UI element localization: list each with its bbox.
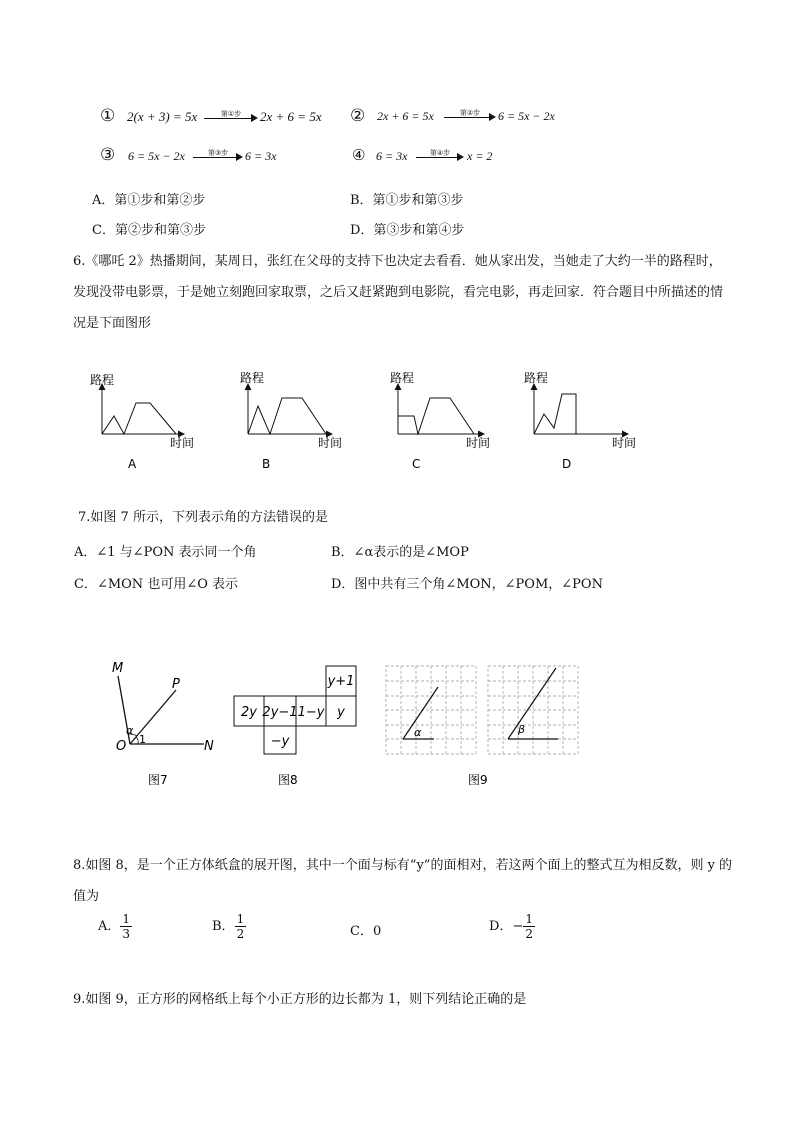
equation-lhs: 6 = 5x − 2x bbox=[128, 149, 185, 163]
q7-option-c: C．∠MON 也可用∠O 表示 bbox=[74, 577, 238, 592]
q8-option-d bbox=[489, 912, 535, 941]
graph-b bbox=[240, 371, 342, 471]
equation-rhs: 6 = 3x bbox=[245, 149, 277, 163]
label-n: N bbox=[204, 739, 214, 754]
x-axis-label: 时间 bbox=[170, 436, 195, 450]
equation-lhs: 2x + 6 = 5x bbox=[377, 109, 434, 123]
numerator: 1 bbox=[525, 912, 533, 926]
step-label: 第③步 bbox=[207, 149, 229, 157]
q7-option-a: A．∠1 与∠PON 表示同一个角 bbox=[74, 545, 257, 560]
graph-label: D bbox=[562, 457, 572, 471]
fraction bbox=[235, 912, 247, 941]
y-axis-label: 路程 bbox=[524, 371, 549, 385]
item-number: ① bbox=[100, 106, 116, 126]
q8-option-c bbox=[350, 920, 381, 939]
figure-7-caption: 图7 bbox=[148, 773, 168, 787]
label-alpha: α bbox=[414, 726, 422, 739]
label-beta: β bbox=[518, 723, 526, 736]
x-axis-label: 时间 bbox=[318, 436, 343, 450]
option-label: A． bbox=[98, 919, 121, 934]
figures-row bbox=[100, 650, 600, 795]
label-p: P bbox=[172, 677, 180, 692]
equation-lhs: 6 = 3x bbox=[376, 149, 408, 163]
numerator: 1 bbox=[122, 912, 131, 926]
y-axis-label: 路程 bbox=[90, 373, 115, 387]
item-number: ④ bbox=[352, 146, 366, 164]
graph-label: B bbox=[262, 457, 271, 471]
face-1: 2y bbox=[241, 705, 257, 720]
label-m: M bbox=[112, 661, 124, 676]
denominator: 3 bbox=[122, 927, 131, 941]
graph-label: A bbox=[128, 457, 137, 471]
option-label: C．0 bbox=[350, 924, 382, 939]
option-label: D． bbox=[489, 919, 513, 934]
q5-option-d: D．第③步和第④步 bbox=[350, 223, 465, 238]
face-top: y+1 bbox=[327, 674, 355, 689]
denominator: 2 bbox=[236, 927, 245, 941]
graph-d bbox=[524, 371, 636, 471]
face-3: 1−y bbox=[297, 705, 325, 720]
x-axis-label: 时间 bbox=[612, 436, 637, 450]
q5-option-a: A．第①步和第②步 bbox=[92, 193, 206, 208]
face-bottom: −y bbox=[270, 734, 290, 749]
q5-option-b: B．第①步和第③步 bbox=[350, 193, 464, 208]
q6-graphs bbox=[80, 362, 640, 474]
q5-option-c: C．第②步和第③步 bbox=[92, 223, 206, 238]
q8-option-a bbox=[98, 912, 132, 941]
q7-text: 7.如图 7 所示，下列表示角的方法错误的是 bbox=[78, 510, 328, 525]
label-o: O bbox=[116, 739, 127, 754]
figure-8 bbox=[234, 666, 356, 787]
q6-text: 6.《哪吒 2》热播期间，某周日，张红在父母的支持下也决定去看看．她从家出发，当她走了大约一半的路程时，发现没带电影票，于是她立刻跑回家取票，之后又赶紧跑到电影院，看完电影，再走回家．符合题目中所描述的情况是下面图形 bbox=[73, 254, 724, 331]
figure-9 bbox=[386, 666, 578, 787]
graph-a bbox=[90, 373, 194, 471]
item-number: ③ bbox=[100, 145, 116, 165]
label-angle-1: 1 bbox=[139, 733, 146, 746]
step-label: 第④步 bbox=[429, 149, 451, 157]
x-axis-label: 时间 bbox=[466, 436, 491, 450]
q9-text: 9.如图 9，正方形的网格纸上每个小正方形的边长都为 1，则下列结论正确的是 bbox=[73, 992, 527, 1007]
label-alpha: α bbox=[126, 724, 134, 737]
face-2: 2y−1 bbox=[262, 705, 298, 720]
y-axis-label: 路程 bbox=[390, 371, 415, 385]
option-label: B． bbox=[212, 919, 235, 934]
q8-option-b bbox=[212, 912, 246, 941]
denominator: 2 bbox=[525, 927, 533, 941]
figure-7 bbox=[112, 661, 214, 787]
fraction bbox=[523, 912, 535, 941]
numerator: 1 bbox=[236, 912, 245, 926]
step-label: 第①步 bbox=[220, 110, 242, 118]
graph-label: C bbox=[412, 457, 421, 471]
graph-c bbox=[390, 371, 490, 471]
equation-rhs: x = 2 bbox=[467, 149, 493, 163]
item-number: ② bbox=[350, 106, 366, 126]
equation-rhs: 2x + 6 = 5x bbox=[260, 109, 322, 124]
figure-8-caption: 图8 bbox=[278, 773, 298, 787]
minus-sign: − bbox=[512, 919, 524, 934]
q7-option-d: D．图中共有三个角∠MON，∠POM，∠PON bbox=[331, 577, 603, 592]
fraction bbox=[120, 912, 132, 941]
y-axis-label: 路程 bbox=[240, 371, 265, 385]
q8-text: 8.如图 8，是一个正方体纸盒的展开图，其中一个面与标有“y”的面相对，若这两个面上的整式互为相反数，则 y 的值为 bbox=[73, 858, 733, 904]
equation-lhs: 2(x + 3) = 5x bbox=[127, 109, 198, 124]
equation-rhs: 6 = 5x − 2x bbox=[498, 109, 555, 123]
face-4: y bbox=[337, 705, 345, 720]
figure-9-caption: 图9 bbox=[468, 773, 488, 787]
q7-option-b: B．∠α表示的是∠MOP bbox=[331, 545, 469, 560]
step-label: 第②步 bbox=[459, 109, 481, 117]
